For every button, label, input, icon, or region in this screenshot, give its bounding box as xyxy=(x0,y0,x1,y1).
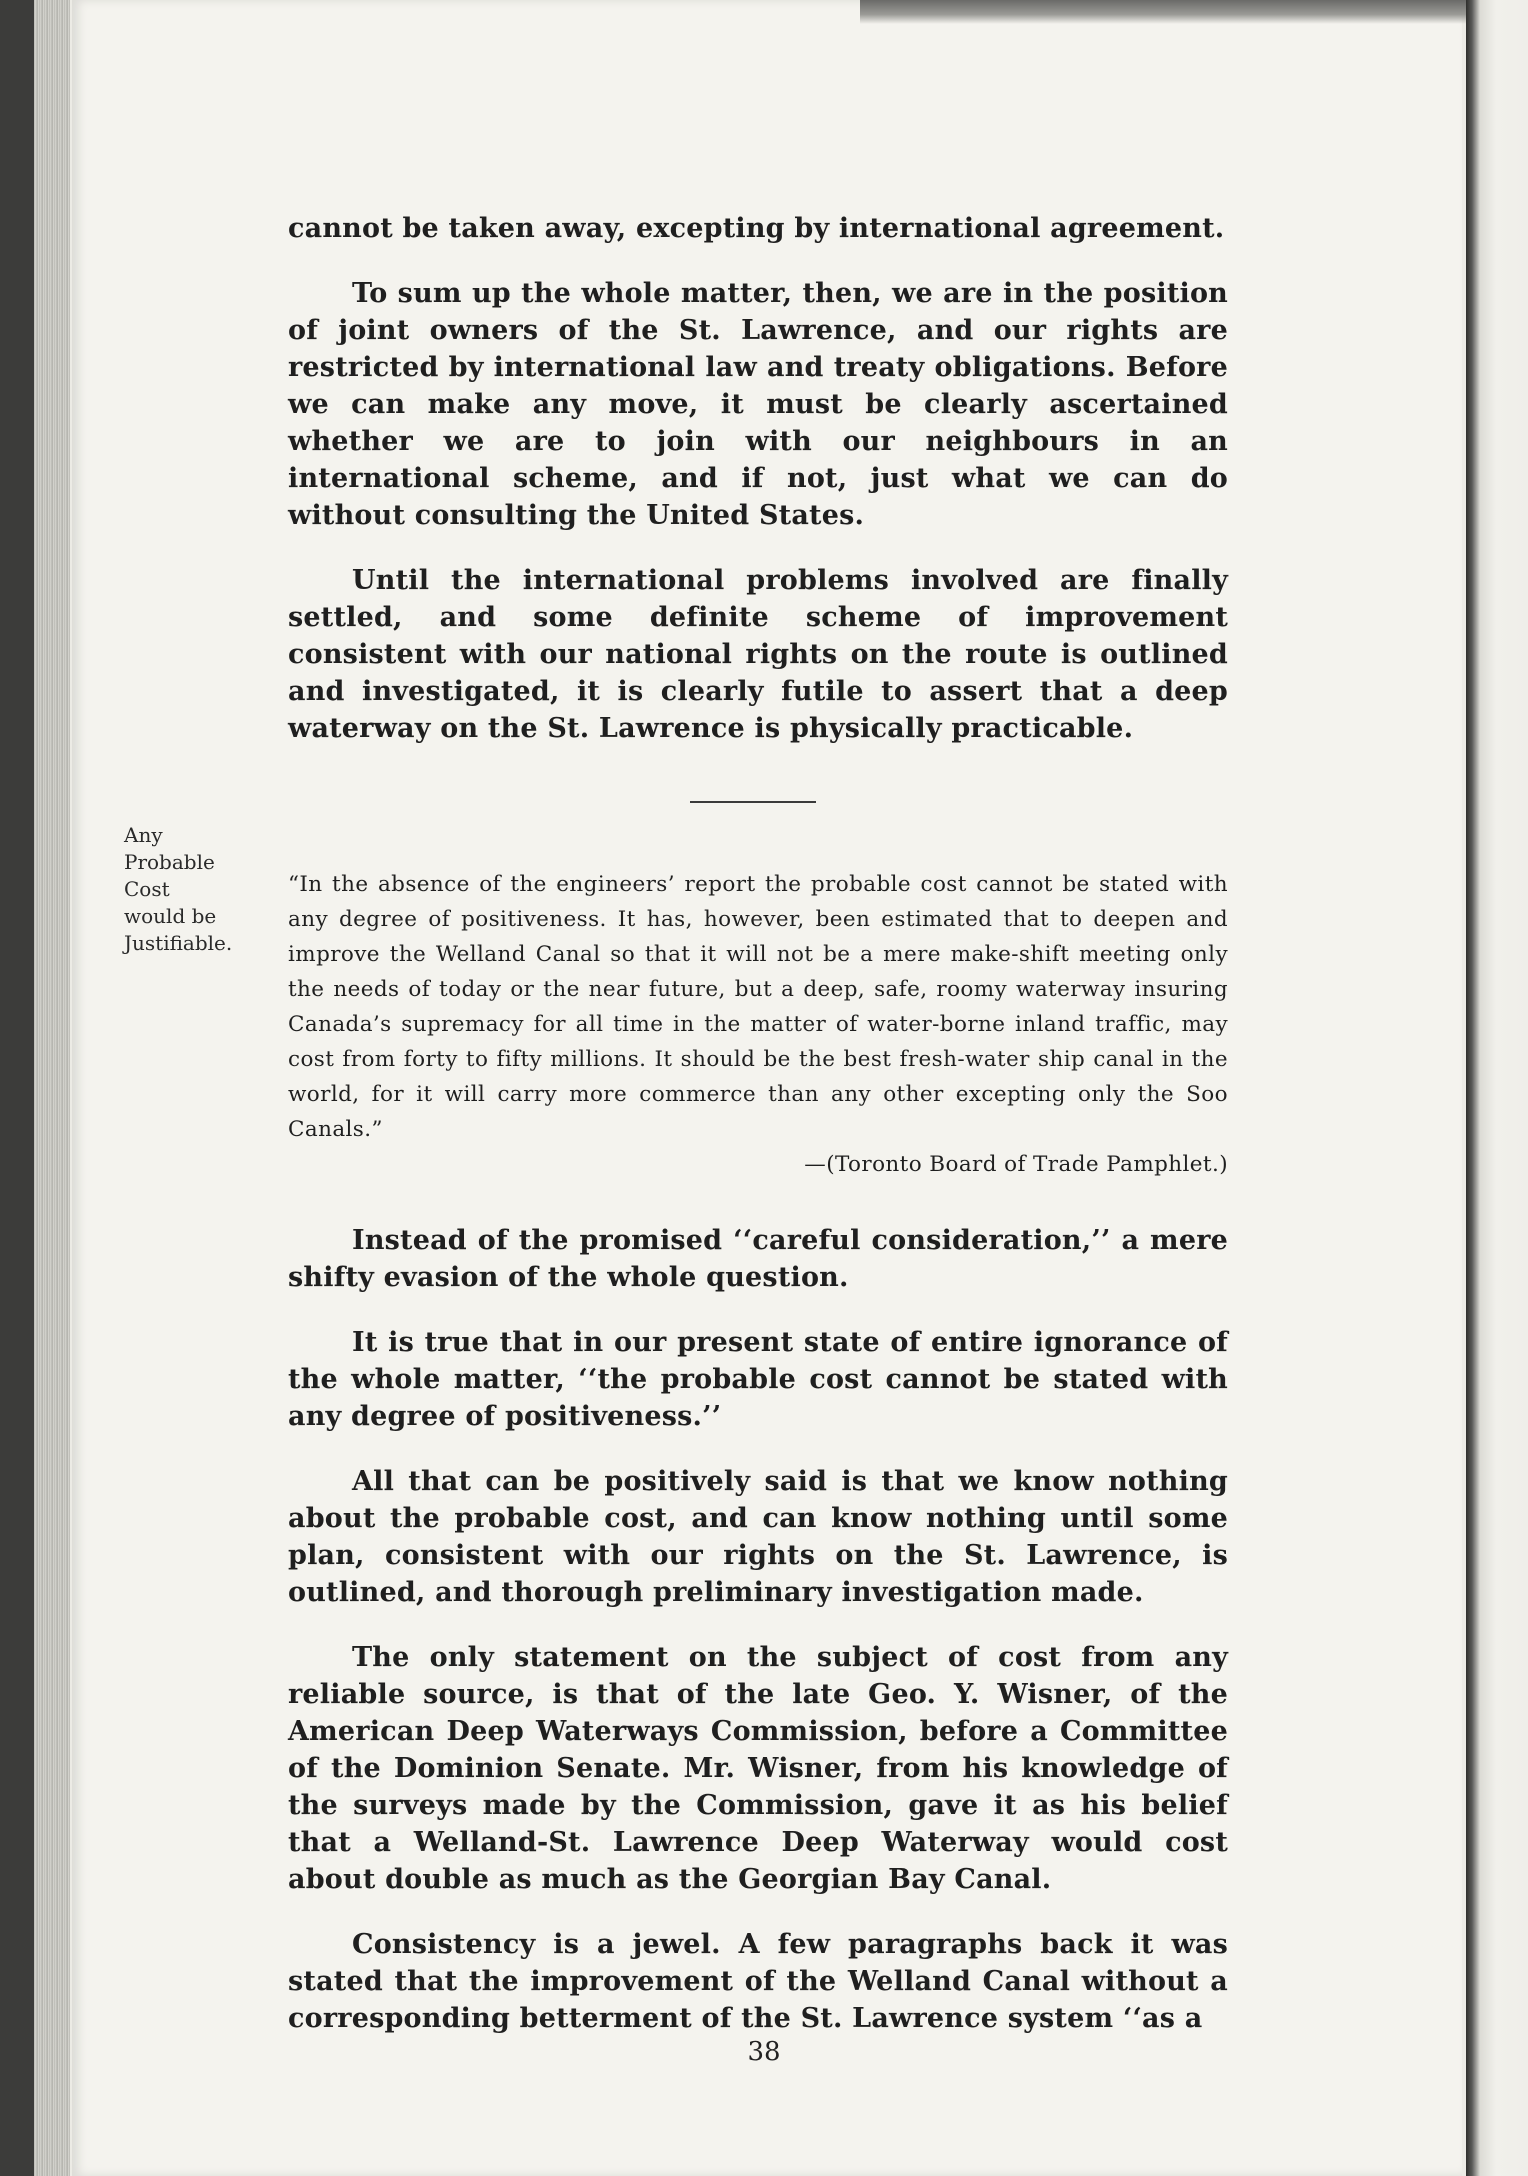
quotation-attribution: —(Toronto Board of Trade Pamphlet.) xyxy=(804,1152,1228,1177)
top-edge-shadow xyxy=(860,0,1528,24)
marginal-note-line: would be xyxy=(124,904,217,928)
marginal-note-line: Cost xyxy=(124,877,170,901)
body-paragraph: cannot be taken away, excepting by international agreement. xyxy=(288,213,1225,244)
body-paragraph: The only statement on the subject of cost from any reliable source, is that of the late Geo. Y. Wisner, of the American Deep Waterways Commission, before a Committee of the Dominion Senate. Mr. Wisner, from his knowledge of the surveys made by the Commission, gave it as his belief that a Welland-St. Lawrence Deep Waterway would cost about double as much as the Georgian Bay Canal. xyxy=(288,1642,1228,1895)
body-paragraph: To sum up the whole matter, then, we are in the position of joint owners of the St. Lawrence, and our rights are restricted by international law and treaty obligations. Before we can make any move, it must be clearly ascertained whether we are to join with our neighbours in an international scheme, and if not, just what we can do without consulting the United States. xyxy=(288,278,1228,531)
facing-page-edge xyxy=(1466,0,1528,2176)
quotation-text: “In the absence of the engineers’ report the probable cost cannot be stated with any degree of positiveness. It has, however, been estimated that to deepen and improve the Welland Canal so that it will not be a mere make-shift meeting only the needs of today or the near future, but a deep, safe, roomy waterway insuring Canada’s supremacy for all time in the matter of water-borne inland traffic, may cost from forty to fifty millions. It should be the best fresh-water ship canal in the world, for it will carry more commerce than any other excepting only the Soo Canals.” xyxy=(288,872,1228,1142)
marginal-note-line: Any xyxy=(124,823,163,847)
page-number: 38 xyxy=(747,2037,781,2067)
marginal-note-line: Probable xyxy=(124,850,215,874)
body-paragraph: All that can be positively said is that we know nothing about the probable cost, and can know nothing until some plan, consistent with our rights on the St. Lawrence, is outlined, and thorough preliminary investigation made. xyxy=(288,1466,1228,1608)
marginal-note-line: Justifiable. xyxy=(124,931,233,955)
body-paragraph: Instead of the promised ‘‘careful consideration,’’ a mere shifty evasion of the whole question. xyxy=(288,1225,1228,1293)
marginal-note xyxy=(124,822,284,957)
body-paragraph: It is true that in our present state of entire ignorance of the whole matter, ‘‘the probable cost cannot be stated with any degree of positiveness.’’ xyxy=(288,1327,1228,1432)
body-paragraph: Until the international problems involved are finally settled, and some definite scheme of improvement consistent with our national rights on the route is outlined and investigated, it is clearly futile to assert that a deep waterway on the St. Lawrence is physically practicable. xyxy=(288,565,1228,744)
section-divider xyxy=(690,801,816,803)
page-text-block xyxy=(288,210,1228,2065)
body-paragraph: Consistency is a jewel. A few paragraphs back it was stated that the improvement of the Welland Canal without a corresponding betterment of the St. Lawrence system ‘‘as a xyxy=(288,1929,1228,2034)
